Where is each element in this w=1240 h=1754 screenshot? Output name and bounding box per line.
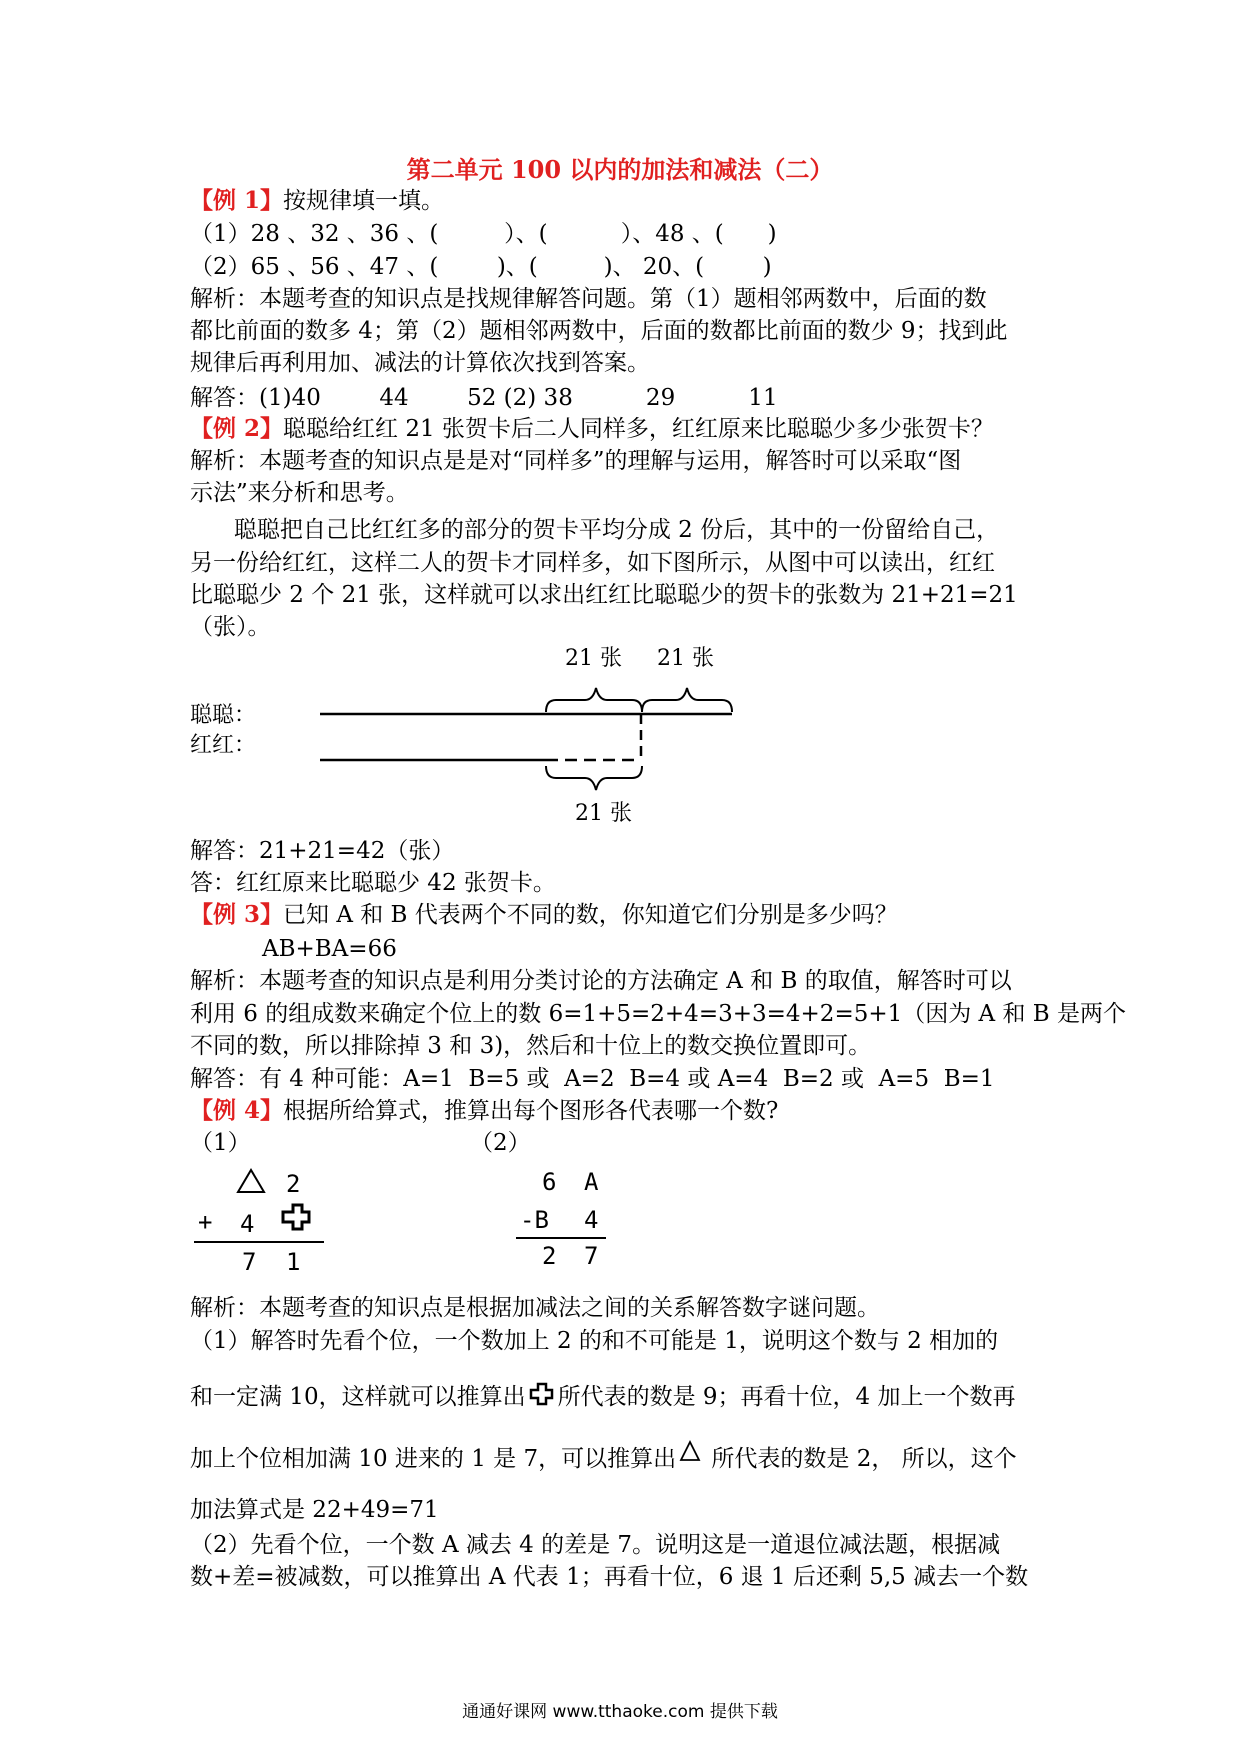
example-2-para-2: 另一份给红红，这样二人的贺卡才同样多，如下图所示，从图中可以读出，红红	[190, 550, 995, 576]
example-1-q2: （2）65 、56 、47 、( )、( )、 20、( )	[190, 254, 772, 280]
example-1-analysis-1: 解析：本题考查的知识点是找规律解答问题。第（1）题相邻两数中，后面的数	[190, 286, 987, 312]
example-4-part-2: （2）	[470, 1130, 531, 1156]
diagram-top-label-1: 21 张	[565, 646, 622, 671]
calc2-result-2: 7	[584, 1242, 599, 1270]
footer-credit: 通通好课网 www.tthaoke.com 提供下载	[462, 1702, 778, 1722]
triangle-inline-icon	[678, 1438, 702, 1464]
example-4-p2-line-2: 数+差=被减数，可以推算出 A 代表 1；再看十位，6 退 1 后还剩 5,5 减去一个数	[190, 1564, 1029, 1590]
example-3-analysis-1: 解析：本题考查的知识点是利用分类讨论的方法确定 A 和 B 的取值，解答时可以	[190, 968, 1012, 994]
example-2-analysis-2: 示法”来分析和思考。	[190, 480, 409, 506]
p1-line-2-part-b: 所代表的数是 9；再看十位，4 加上一个数再	[557, 1384, 1016, 1410]
diagram-row-2-label: 红红：	[190, 733, 257, 758]
example-3-question	[190, 900, 898, 930]
diagram-bottom-brace	[546, 766, 642, 790]
cross-shape-inline-icon	[528, 1381, 556, 1407]
example-2-para-4: （张）。	[190, 614, 271, 640]
calc1-result-2: 1	[286, 1248, 301, 1276]
example-2-final: 答：红红原来比聪聪少 42 张贺卡。	[190, 870, 556, 896]
example-2-answer: 解答：21+21=42（张）	[190, 838, 455, 864]
example-1-text: 按规律填一填。	[283, 188, 445, 214]
example-2-para-1: 聪聪把自己比红红多的部分的贺卡平均分成 2 份后，其中的一份留给自己，	[190, 517, 1000, 543]
example-3-equation: AB+BA=66	[262, 936, 397, 962]
cross-shape-icon	[283, 1205, 309, 1229]
p1-line-2-part-a: 和一定满 10，这样就可以推算出	[190, 1384, 526, 1410]
example-3-label: 【例 3】	[190, 901, 284, 928]
calc1-top-digit: 2	[286, 1170, 301, 1198]
example-2-analysis-1: 解析：本题考查的知识点是是对“同样多”的理解与运用，解答时可以采取“图	[190, 448, 962, 474]
calc1-result-1: 7	[242, 1248, 257, 1276]
diagram-row-1-label: 聪聪：	[190, 703, 257, 728]
example-4-text: 根据所给算式，推算出每个图形各代表哪一个数?	[283, 1098, 779, 1124]
p1-line-3-part-a: 加上个位相加满 10 进来的 1 是 7，可以推算出	[190, 1446, 677, 1472]
card-diagram	[0, 630, 1240, 830]
example-3-text: 已知 A 和 B 代表两个不同的数，你知道它们分别是多少吗？	[283, 902, 898, 928]
example-2-question	[190, 414, 994, 444]
p1-line-3-part-b: 所代表的数是 2， 所以，这个	[704, 1446, 1017, 1472]
example-2-label: 【例 2】	[190, 415, 284, 442]
example-4-p1-line-3	[190, 1438, 1017, 1474]
example-1-q1: （1）28 、32 、36 、( ）、( ）、48 、( )	[190, 221, 777, 247]
diagram-bottom-label: 21 张	[575, 801, 632, 826]
example-2-para-3: 比聪聪少 2 个 21 张，这样就可以求出红红比聪聪少的贺卡的张数为 21+21=21	[190, 582, 1018, 608]
calc2-top-2: A	[584, 1168, 599, 1196]
example-4-p2-line-1: （2）先看个位，一个数 A 减去 4 的差是 7。说明这是一道退位减法题，根据减	[190, 1532, 1001, 1558]
example-3-analysis-3: 不同的数，所以排除掉 3 和 3)，然后和十位上的数交换位置即可。	[190, 1033, 872, 1059]
example-1-answer: 解答：(1)40 44 52 (2) 38 29 11	[190, 385, 778, 411]
example-2-text: 聪聪给红红 21 张贺卡后二人同样多，红红原来比聪聪少多少张贺卡？	[283, 416, 994, 442]
diagram-top-brace-2	[642, 688, 732, 712]
example-1-analysis-2: 都比前面的数多 4；第（2）题相邻两数中，后面的数都比前面的数少 9；找到此	[190, 318, 1008, 344]
example-1-label: 【例 1】	[190, 187, 284, 214]
vertical-subtraction	[510, 1162, 710, 1302]
diagram-top-label-2: 21 张	[657, 646, 714, 671]
calc2-mid-2: 4	[584, 1206, 599, 1234]
triangle-icon	[238, 1170, 264, 1192]
example-4-p1-line-1: （1）解答时先看个位，一个数加上 2 的和不可能是 1，说明这个数与 2 相加的	[190, 1328, 999, 1354]
vertical-addition	[190, 1162, 390, 1302]
example-3-analysis-2: 利用 6 的组成数来确定个位上的数 6=1+5=2+4=3+3=4+2=5+1（因为 A 和 B 是两个	[190, 1001, 1127, 1027]
example-1-analysis-3: 规律后再利用加、减法的计算依次找到答案。	[190, 350, 650, 376]
calc2-minus-b: -B	[520, 1206, 549, 1234]
calc1-operator: +	[198, 1208, 213, 1236]
page-title: 第二单元 100 以内的加法和减法（二）	[406, 155, 834, 184]
diagram-top-brace-1	[546, 688, 642, 712]
calc1-mid-digit: 4	[240, 1210, 255, 1238]
example-4-part-1: （1）	[190, 1130, 251, 1156]
example-4-label: 【例 4】	[190, 1097, 284, 1124]
example-4-analysis-intro: 解析：本题考查的知识点是根据加减法之间的关系解答数字谜问题。	[190, 1295, 880, 1321]
calc2-result-1: 2	[542, 1242, 557, 1270]
example-4-p1-line-2	[190, 1381, 1015, 1412]
example-4-question	[190, 1096, 778, 1126]
example-1-question	[190, 186, 444, 216]
example-4-p1-line-4: 加法算式是 22+49=71	[190, 1497, 439, 1523]
calc2-top-1: 6	[542, 1168, 557, 1196]
example-3-answer: 解答：有 4 种可能：A=1 B=5 或 A=2 B=4 或 A=4 B=2 或 A=5 B=1	[190, 1066, 995, 1092]
